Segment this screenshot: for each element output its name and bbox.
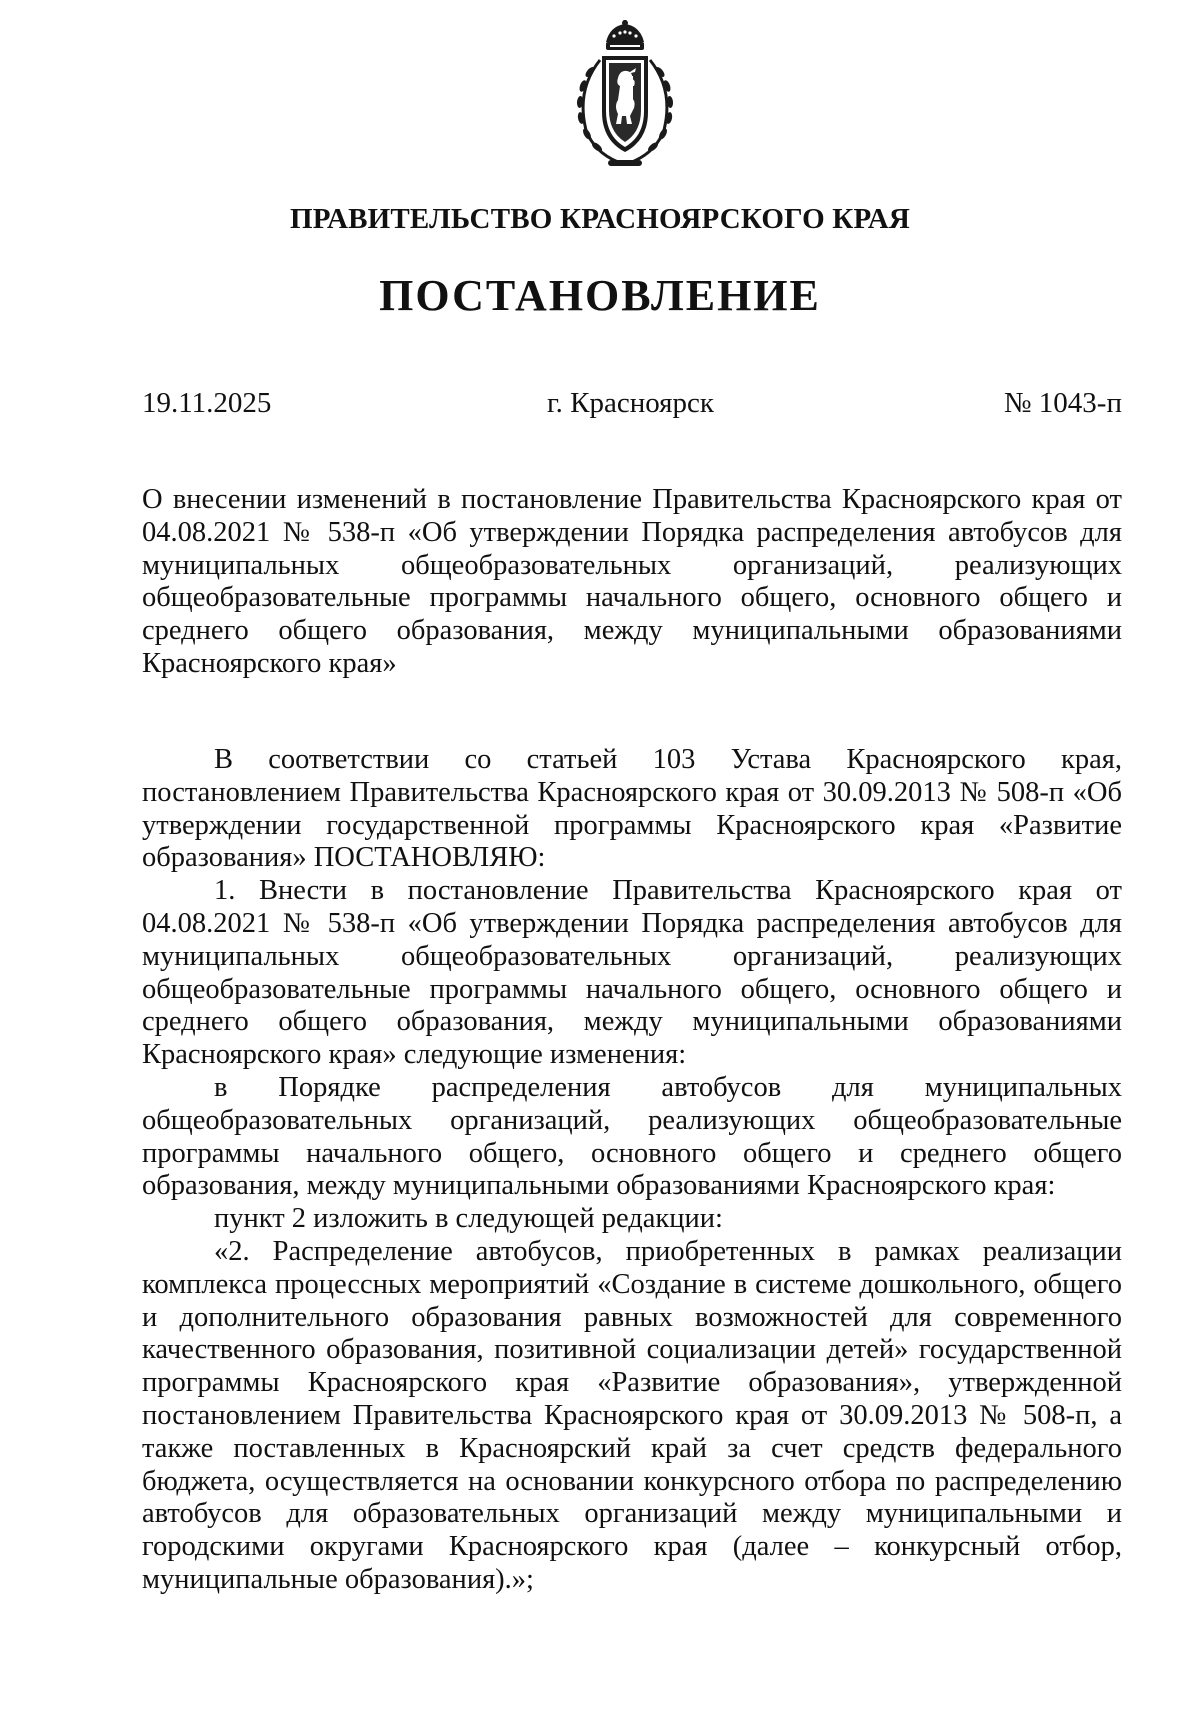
- document-body: [142, 744, 1122, 1597]
- body-paragraph: 1. Внести в постановление Правительства Красноярского края от 04.08.2021 № 538-п «Об утверждении Порядка распределения автобусов для муниципальных общеобразовательных организаций, реализующих общеобразовательные программы начального общего, основного общего и среднего общего образования, между муниципальными образованиями Красноярского края» следующие изменения:: [142, 875, 1122, 1071]
- body-paragraph: «2. Распределение автобусов, приобретенных в рамках реализации комплекса процессных мероприятий «Создание в системе дошкольного, общего и дополнительного образования равных возможностей для современного качественного образования, позитивной социализации детей» государственной программы Красноярского края «Развитие образования», утвержденной постановлением Правительства Красноярского края от 30.09.2013 № 508-п, а также поставленных в Красноярский край за счет средств федерального бюджета, осуществляется на основании конкурсного отбора по распределению автобусов для образовательных организаций между муниципальными и городскими округами Красноярского края (далее – конкурсный отбор, муниципальные образования).»;: [142, 1235, 1122, 1595]
- subject-text: О внесении изменений в постановление Правительства Красноярского края от 04.08.2021 № 538-п «Об утверждении Порядка распределения автобусов для муниципальных общеобразовательных организаций, реализующих общеобразовательные программы начального общего, основного общего и среднего общего образования, между муниципальными образованиями Красноярского края»: [142, 484, 1122, 679]
- document-type-title: ПОСТАНОВЛЕНИЕ: [379, 271, 821, 320]
- body-paragraph: в Порядке распределения автобусов для муниципальных общеобразовательных организаций, реализующих общеобразовательные программы начального общего, основного общего и среднего общего образования, между муниципальными образованиями Красноярского края:: [142, 1071, 1122, 1202]
- document-subject: [142, 484, 1122, 681]
- body-paragraph: пункт 2 изложить в следующей редакции:: [214, 1203, 723, 1235]
- government-title: ПРАВИТЕЛЬСТВО КРАСНОЯРСКОГО КРАЯ: [289, 203, 911, 235]
- document-number: № 1043-п: [1003, 387, 1122, 419]
- document-city: г. Красноярск: [547, 387, 714, 419]
- document-date: 19.11.2025: [142, 387, 272, 419]
- krasnoyarsk-coat-of-arms-icon: [570, 20, 680, 172]
- body-paragraph: В соответствии со статьей 103 Устава Красноярского края, постановлением Правительства Красноярского края от 30.09.2013 № 508-п «Об утверждении государственной программы Красноярского края «Развитие образования» ПОСТАНОВЛЯЮ:: [142, 744, 1122, 874]
